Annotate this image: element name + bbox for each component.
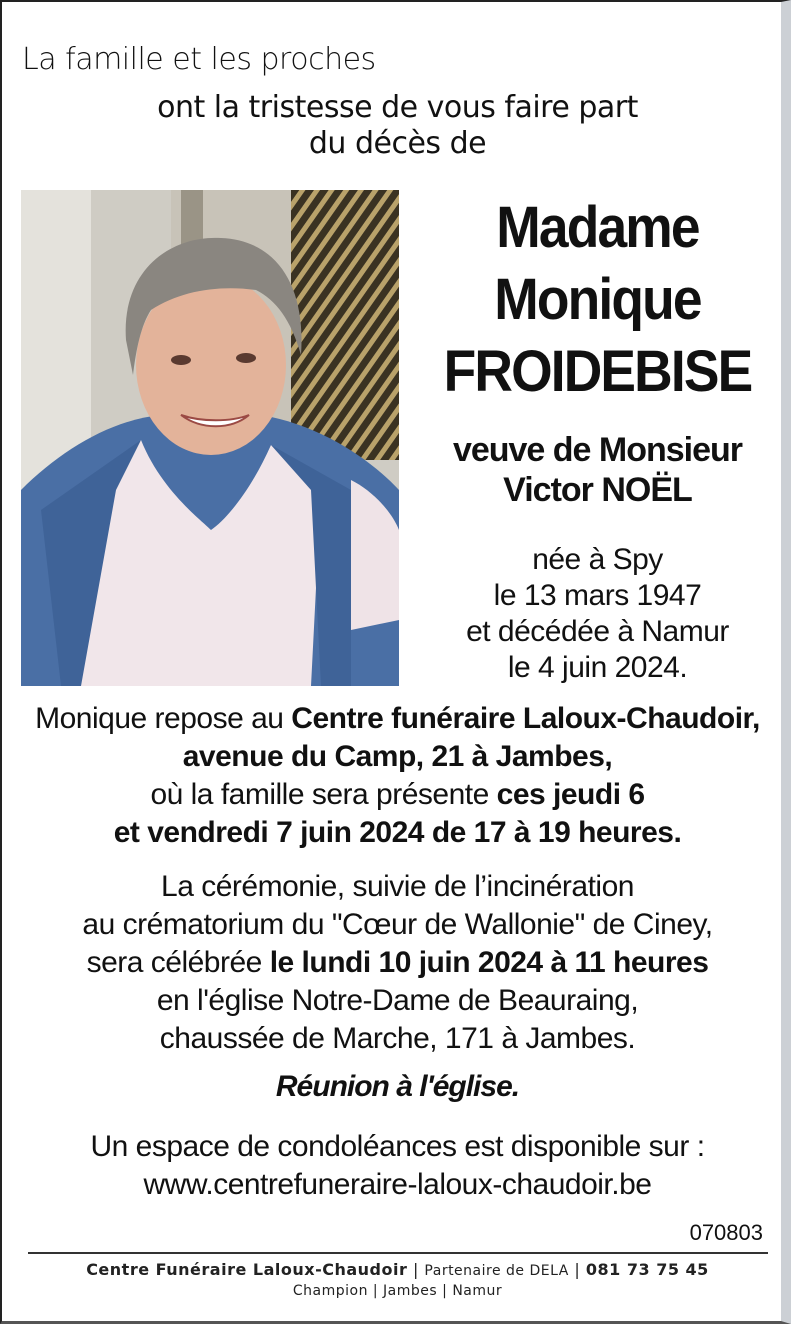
- presence-days: ces jeudi 6: [496, 778, 645, 811]
- repose-line-3: [2, 776, 791, 814]
- reference-number: 070803: [689, 1220, 763, 1245]
- birth-line-1: née à Spy: [532, 543, 663, 576]
- deceased-title: Madame: [496, 195, 699, 260]
- birth-line-4: le 4 juin 2024.: [507, 651, 688, 684]
- condolences-line: Un espace de condoléances est disponible sur :: [90, 1130, 705, 1163]
- repose-place: Centre funéraire Laloux-Chaudoir,: [291, 702, 760, 735]
- repose-info: [2, 700, 791, 852]
- intro-block: [2, 90, 791, 162]
- condolences-info: [2, 1128, 791, 1204]
- footer-divider: [28, 1252, 768, 1254]
- footer-sep-1: |: [412, 1260, 419, 1279]
- widow-line-2: Victor NOËL: [503, 471, 692, 509]
- deceased-name: [418, 192, 778, 408]
- ceremony-info: [2, 868, 791, 1058]
- widow-line-1: veuve de Monsieur: [452, 431, 743, 469]
- birth-death-info: [402, 542, 791, 686]
- footer-sep-2: |: [574, 1260, 581, 1279]
- repose-address: avenue du Camp, 21 à Jambes,: [182, 740, 613, 773]
- widow-of: [402, 430, 791, 510]
- intro-line-3: du décès de: [308, 126, 487, 161]
- repose-lead: Monique repose au: [35, 702, 292, 735]
- reunion-note: Réunion à l'église.: [275, 1070, 520, 1103]
- ceremony-lead: sera célébrée: [86, 946, 270, 979]
- portrait-photo: [21, 190, 399, 686]
- birth-line-2: le 13 mars 1947: [493, 579, 702, 612]
- presence-lead: où la famille sera présente: [150, 778, 497, 811]
- intro-line-2: ont la tristesse de vous faire part: [157, 90, 638, 125]
- presence-when: et vendredi 7 juin 2024 de 17 à 19 heures.: [113, 816, 682, 849]
- footer-company: Centre Funéraire Laloux-Chaudoir: [86, 1260, 408, 1279]
- ceremony-when: le lundi 10 juin 2024 à 11 heures: [269, 946, 709, 979]
- ceremony-line-3: [2, 944, 791, 982]
- birth-line-3: et décédée à Namur: [466, 615, 729, 648]
- repose-line-4: [2, 814, 791, 852]
- footer-phone[interactable]: 081 73 75 45: [585, 1260, 709, 1279]
- ceremony-line-2: au crématorium du "Cœur de Wallonie" de Ciney,: [82, 908, 713, 941]
- intro-line-1: La famille et les proches: [22, 42, 376, 77]
- ceremony-line-4: en l'église Notre-Dame de Beauraing,: [156, 984, 639, 1017]
- deceased-first-name: Monique: [494, 267, 701, 332]
- ceremony-line-5: chaussée de Marche, 171 à Jambes.: [159, 1022, 636, 1055]
- repose-line-1: [2, 700, 791, 738]
- condolences-url[interactable]: www.centrefuneraire-laloux-chaudoir.be: [143, 1168, 652, 1201]
- deceased-last-name: FROIDEBISE: [443, 339, 752, 404]
- footer-partner: Partenaire de DELA: [424, 1263, 569, 1279]
- footer-company-line: [2, 1260, 791, 1279]
- repose-line-2: [2, 738, 791, 776]
- footer-locations: Champion | Jambes | Namur: [292, 1283, 503, 1299]
- ceremony-line-1: La cérémonie, suivie de l’incinération: [161, 870, 634, 903]
- portrait-illustration: [21, 190, 399, 686]
